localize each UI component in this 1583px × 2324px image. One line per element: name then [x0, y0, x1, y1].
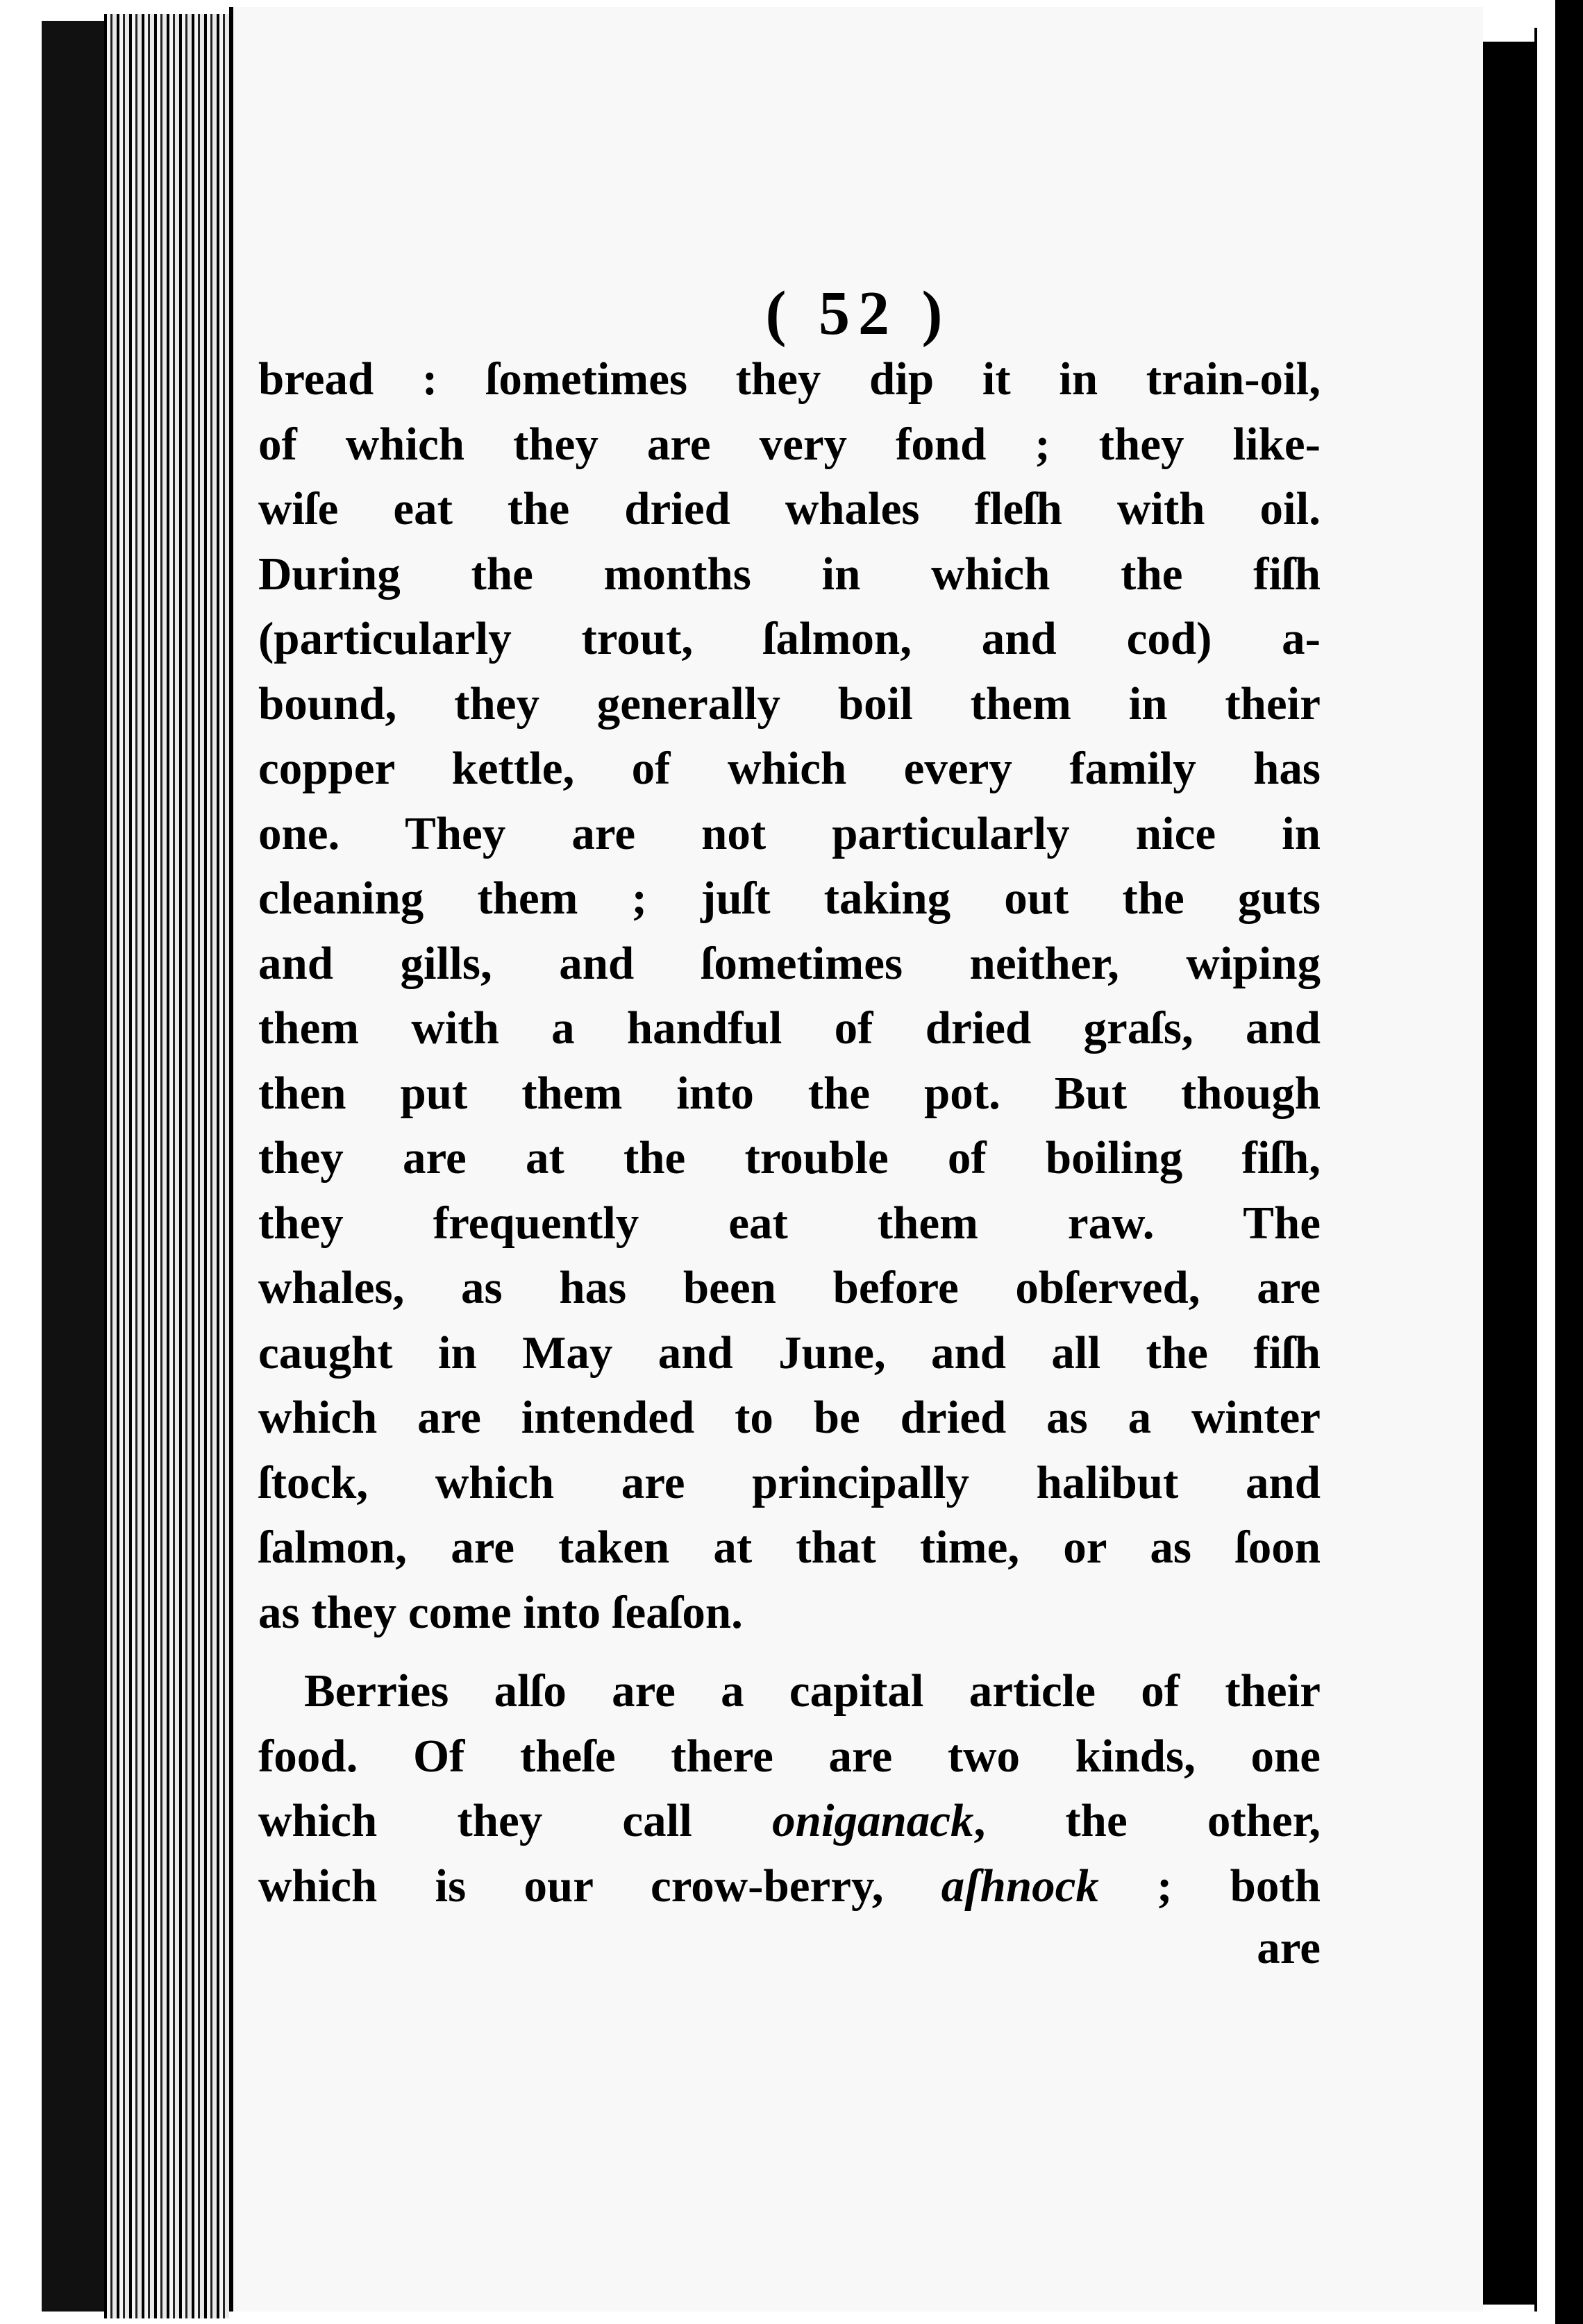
text-line: During the months in which the fiſh	[258, 548, 1321, 600]
text-line: as they come into ſeaſon.	[258, 1586, 743, 1638]
text-line	[258, 1854, 1321, 1919]
text-run: which they call	[258, 1795, 773, 1846]
italic-term: oniganack	[772, 1795, 974, 1846]
text-line: Berries alſo are a capital article of their	[304, 1665, 1321, 1717]
facing-page-shadow	[1479, 42, 1534, 2305]
page-number: ( 52 )	[765, 279, 951, 348]
text-line: of which they are very fond ; they like-	[258, 418, 1321, 470]
binding-gutter	[42, 21, 111, 2312]
text-line: which are intended to be dried as a winter	[258, 1392, 1321, 1443]
text-line: cleaning them ; juſt taking out the guts	[258, 873, 1321, 924]
text-line: whales, as has been before obſerved, are	[258, 1262, 1321, 1313]
paragraph-gap	[258, 1645, 1321, 1659]
text-line: food. Of theſe there are two kinds, one	[258, 1730, 1321, 1782]
text-line: copper kettle, of which every family has	[258, 743, 1321, 794]
text-line: then put them into the pot. But though	[258, 1067, 1321, 1119]
text-line: and gills, and ſometimes neither, wiping	[258, 937, 1321, 989]
text-line: them with a handful of dried graſs, and	[258, 1002, 1321, 1054]
scan-border	[1555, 0, 1583, 2324]
text-line: wiſe eat the dried whales fleſh with oil.	[258, 483, 1321, 534]
text-run: which is our crow-berry,	[258, 1860, 941, 1912]
text-line: ſalmon, are taken at that time, or as ſoon	[258, 1522, 1321, 1573]
text-line: bread : ſometimes they dip it in train-oil,	[258, 353, 1321, 405]
text-line: one. They are not particularly nice in	[258, 807, 1321, 859]
italic-term: aſhnock	[941, 1860, 1099, 1912]
catchword: are	[1257, 1922, 1321, 1973]
page-edges	[104, 14, 229, 2318]
text-line	[258, 1789, 1321, 1854]
text-line: ſtock, which are principally halibut and	[258, 1456, 1321, 1508]
text-line: they frequently eat them raw. The	[258, 1197, 1321, 1249]
text-run: , the other,	[973, 1795, 1321, 1846]
body-text	[258, 347, 1321, 1919]
text-line: they are at the trouble of boiling fiſh,	[258, 1132, 1321, 1184]
text-line: caught in May and June, and all the fiſh	[258, 1327, 1321, 1379]
text-line: bound, they generally boil them in their	[258, 677, 1321, 730]
text-line: (particularly trout, ſalmon, and cod) a-	[258, 613, 1321, 664]
text-run: ; both	[1098, 1860, 1321, 1912]
